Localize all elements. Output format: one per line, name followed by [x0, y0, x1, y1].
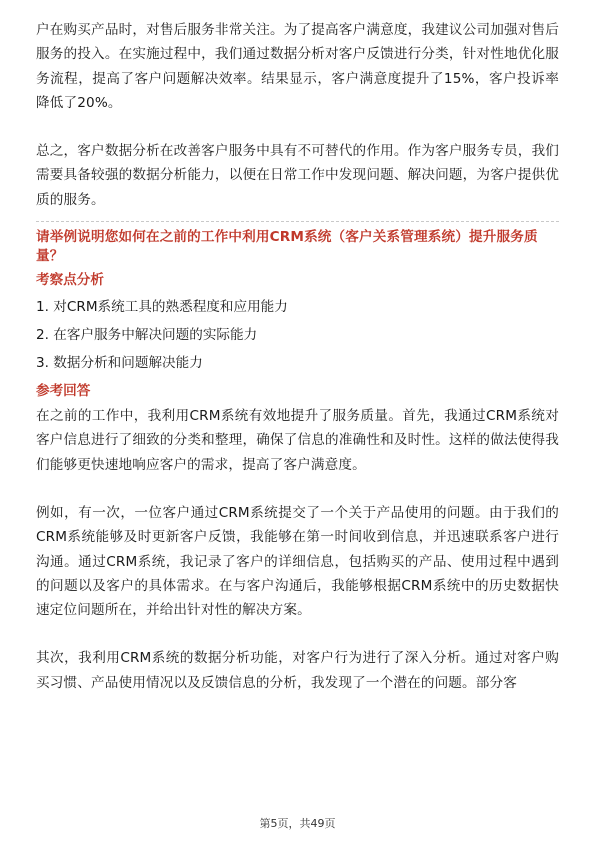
question-heading: 请举例说明您如何在之前的工作中利用CRM系统（客户关系管理系统）提升服务质量？	[36, 229, 538, 265]
page-number: 第5页，共49页	[259, 817, 336, 830]
answer-paragraph: 其次，我利用CRM系统的数据分析功能，对客户行为进行了深入分析。通过对客户购买习惯、产品使用情况以及反馈信息的分析，我发现了一个潜在的问题。部分客	[36, 650, 559, 691]
answer-paragraph: 在之前的工作中，我利用CRM系统有效地提升了服务质量。首先，我通过CRM系统对客户信息进行了细致的分类和整理，确保了信息的准确性和及时性。这样的做法使得我们能够更快速地响应客户的需求，提高了客户满意度。	[36, 408, 559, 473]
list-item: 2. 在客户服务中解决问题的实际能力	[36, 327, 258, 344]
analysis-title: 考察点分析	[36, 272, 104, 289]
list-item: 1. 对CRM系统工具的熟悉程度和应用能力	[36, 299, 288, 316]
paragraph: 户在购买产品时，对售后服务非常关注。为了提高客户满意度，我建议公司加强对售后服务的投入。在实施过程中，我们通过数据分析对客户反馈进行分类，针对性地优化服务流程，提高了客户问题解决效率。结果显示，客户满意度提升了15%，客户投诉率降低了20%。	[36, 22, 559, 111]
document-page	[36, 18, 559, 695]
list-item: 3. 数据分析和问题解决能力	[36, 355, 203, 372]
answer-paragraph: 例如，有一次，一位客户通过CRM系统提交了一个关于产品使用的问题。由于我们的CRM系统能够及时更新客户反馈，我能够在第一时间收到信息，并迅速联系客户进行沟通。通过CRM系统，我记录了客户的详细信息，包括购买的产品、使用过程中遇到的问题以及客户的具体需求。在与客户沟通后，我能够根据CRM系统中的历史数据快速定位问题所在，并给出针对性的解决方案。	[36, 504, 559, 619]
section-divider	[36, 221, 559, 222]
paragraph: 总之，客户数据分析在改善客户服务中具有不可替代的作用。作为客户服务专员，我们需要具备较强的数据分析能力，以便在日常工作中发现问题、解决问题，为客户提供优质的服务。	[36, 143, 559, 208]
answer-title: 参考回答	[36, 383, 91, 400]
